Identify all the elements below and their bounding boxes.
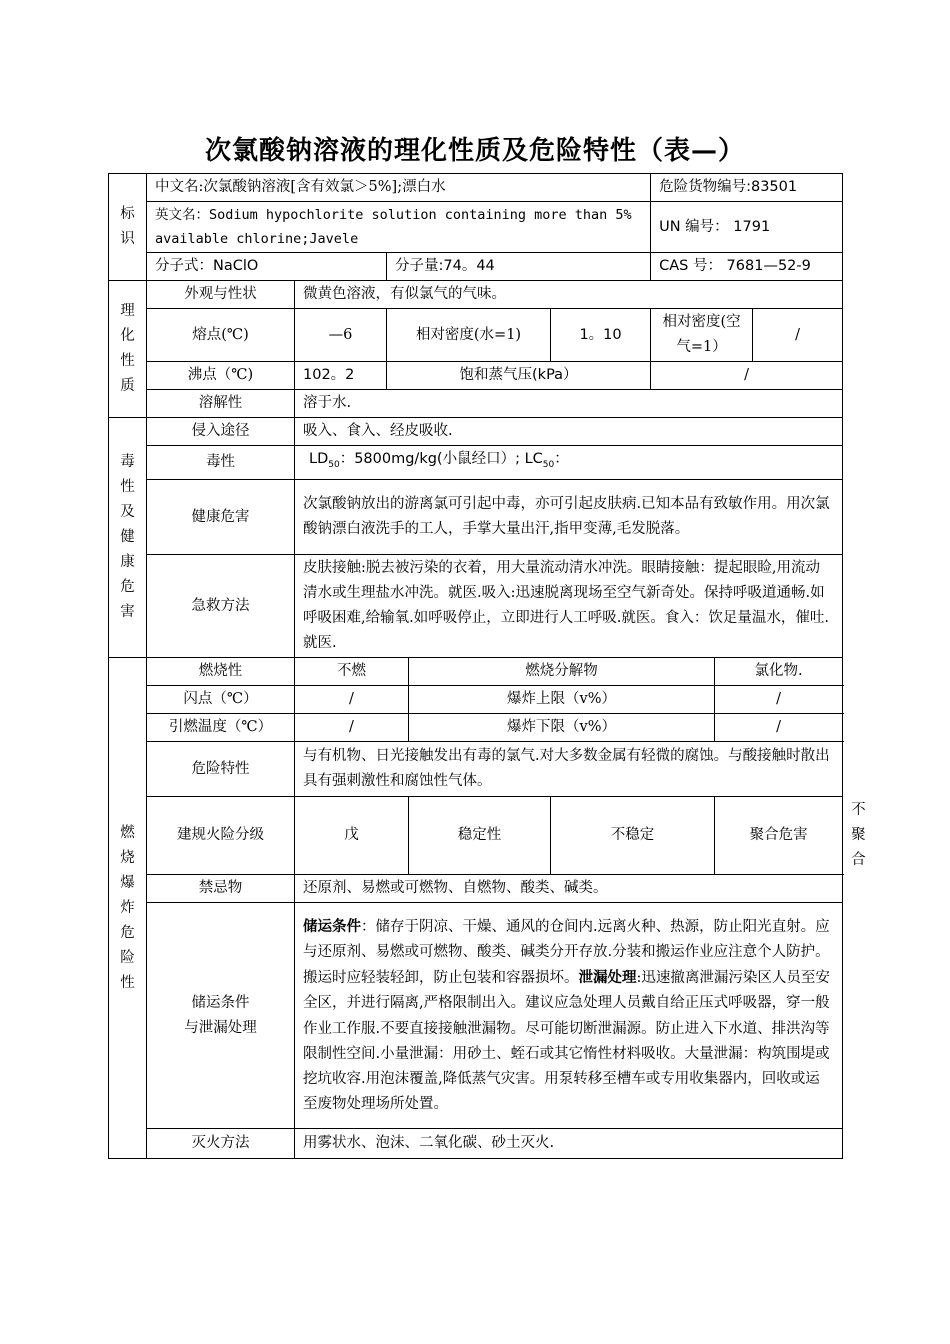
combustibility-value: 不燃 bbox=[295, 658, 409, 686]
vapor-pressure-label: 饱和蒸气压(kPa） bbox=[387, 362, 651, 390]
incompatibles-label: 禁忌物 bbox=[147, 875, 295, 903]
storage-label: 储运条件 与泄漏处理 bbox=[147, 903, 295, 1129]
boiling-point-value: 102。2 bbox=[295, 362, 387, 390]
appearance-value: 微黄色溶液，有似氯气的气味。 bbox=[295, 281, 843, 309]
density-water-label: 相对密度(水=1) bbox=[387, 309, 551, 362]
molecular-weight: 分子量:74。44 bbox=[387, 253, 651, 281]
decomposition-label: 燃烧分解物 bbox=[409, 658, 715, 686]
fire-class-value: 戊 bbox=[295, 797, 409, 875]
ignition-temp-value: / bbox=[295, 714, 409, 742]
cn-name: 中文名:次氯酸钠溶液[含有效氯＞5%];漂白水 bbox=[147, 174, 651, 202]
storage-value: 储运条件：储存于阴凉、干燥、通风的仓间内.远离火种、热源，防止阳光直射。应与还原剂、易燃或可燃物、酸类、碱类分开存放.分装和搬运作业应注意个人防护。搬运时应轻装轻卸，防止包装和容器损坏。泄漏处理:迅速撤离泄漏污染区人员至安全区，并进行隔离,严格限制出入。建议应急处理人员戴自给正压式呼吸器，穿一般作业工作服.不要直接接触泄漏物。尽可能切断泄漏源。防止进入下水道、排洪沟等限制性空间.小量泄漏：用砂土、蛭石或其它惰性材料吸收。大量泄漏：构筑围堤或挖坑收容.用泡沫覆盖,降低蒸气灾害。用泵转移至槽车或专用收集器内，回收或运至废物处理场所处置。 bbox=[295, 903, 843, 1129]
un-number: UN 编号： 1791 bbox=[651, 202, 843, 253]
extinguishing-value: 用雾状水、泡沫、二氧化碳、砂土灭火. bbox=[295, 1129, 843, 1159]
first-aid-value: 皮肤接触:脱去被污染的衣着，用大量流动清水冲洗。眼睛接触：提起眼睑,用流动清水或生理盐水冲洗。就医.吸入:迅速脱离现场至空气新奇处。保持呼吸道通畅.如呼吸困难,给输氧.如呼吸停止，立即进行人工呼吸.就医。食入：饮足量温水，催吐.就医. bbox=[295, 555, 843, 658]
page-title: 次氯酸钠溶液的理化性质及危险特性（表—） bbox=[204, 136, 745, 166]
stability-value: 不稳定 bbox=[551, 797, 715, 875]
section-phys-label: 理化性质 bbox=[109, 281, 147, 418]
first-aid-label: 急救方法 bbox=[147, 555, 295, 658]
section-id-label: 标识 bbox=[109, 174, 147, 281]
appearance-label: 外观与性状 bbox=[147, 281, 295, 309]
cas-number: CAS 号： 7681—52-9 bbox=[651, 253, 843, 281]
upper-limit-label: 爆炸上限（v%） bbox=[409, 686, 715, 714]
upper-limit-value: / bbox=[715, 686, 843, 714]
solubility-label: 溶解性 bbox=[147, 390, 295, 418]
incompatibles-value: 还原剂、易燃或可燃物、自燃物、酸类、碱类。 bbox=[295, 875, 843, 903]
health-hazard-value: 次氯酸钠放出的游离氯可引起中毒，亦可引起皮肤病.已知本品有致敏作用。用次氯酸钠漂白液洗手的工人，手掌大量出汗,指甲变薄,毛发脱落。 bbox=[295, 480, 843, 555]
melting-point-value: —6 bbox=[295, 309, 387, 362]
polymerization-label: 聚合危害 bbox=[715, 797, 843, 875]
combustibility-label: 燃烧性 bbox=[147, 658, 295, 686]
extinguishing-label: 灭火方法 bbox=[147, 1129, 295, 1159]
ignition-temp-label: 引燃温度（℃） bbox=[147, 714, 295, 742]
en-name: 英文名：Sodium hypochlorite solution containing more than 5% available chlorine;Javele bbox=[147, 202, 651, 253]
melting-point-label: 熔点(℃) bbox=[147, 309, 295, 362]
lower-limit-label: 爆炸下限（v%） bbox=[409, 714, 715, 742]
solubility-value: 溶于水. bbox=[295, 390, 843, 418]
section-tox-label: 毒性及健康危害 bbox=[109, 418, 147, 658]
msds-table: 标识 中文名:次氯酸钠溶液[含有效氯＞5%];漂白水 危险货物编号:83501 英文名：Sodium hypochlorite solution containing more than 5% available chlorine;Javele UN 编号： 1791 分子式：NaClO 分子量:74。44 CAS 号： 7681—52-9 理化性质 外观与性状 微黄色溶液，有似氯气的气味。 熔点(℃) —6 相对密度(水=1) 1。10 相对密度(空气=1） / 沸点（℃) 102。2 饱和蒸气压(kPa） / 溶解性 溶于水. 毒性及健康危害 侵入途径 吸入、食入、经皮吸收. 毒性 $LD_{50}$：5800mg/kg(小鼠经口）; $LC_{50}$： 健康危害 次氯酸钠放出的游离氯可引起中毒，亦可引起皮肤病.已知本品有致敏作用。用次氯酸钠漂白液洗手的工人，手掌大量出汗,指甲变薄,毛发脱落。 急救方法 皮肤接触:脱去被污染的衣着，用大量流动清水冲洗。眼睛接触：提起眼睑,用流动清水或生理盐水冲洗。就医.吸入:迅速脱离现场至空气新奇处。保持呼吸道通畅.如呼吸困难,给输氧.如呼吸停止，立即进行人工呼吸.就医。食入：饮足量温水，催吐.就医. 燃烧爆炸危险性 燃烧性 不燃 燃烧分解物 氯化物. 闪点（℃） / 爆炸上限（v%） / 引燃温度（℃） / 爆炸下限（v%） / 危险特性 与有机物、日光接触发出有毒的氯气.对大多数金属有轻微的腐蚀。与酸接触时散出具有强刺激性和腐蚀性气体。 建规火险分级 戊 稳定性 不稳定 聚合危害 不聚合 禁忌物 还原剂、易燃或可燃物、自燃物、酸类、碱类。 储运条件 与泄漏处理 储运条件：储存于阴凉、干燥、通风的仓间内.远离火种、热源，防止阳光直射。应与还原剂、易燃或可燃物、酸类、碱类分开存放.分装和搬运作业应注意个人防护。搬运时应轻装轻卸，防止包装和容器损坏。泄漏处理:迅速撤离泄漏污染区人员至安全区，并进行隔离,严格限制出入。建议应急处理人员戴自给正压式呼吸器，穿一般作业工作服.不要直接接触泄漏物。尽可能切断泄漏源。防止进入下水道、排洪沟等限制性空间.小量泄漏：用砂土、蛭石或其它惰性材料吸收。大量泄漏：构筑围堤或挖坑收容.用泡沫覆盖,降低蒸气灾害。用泵转移至槽车或专用收集器内，回收或运至废物处理场所处置。 灭火方法 用雾状水、泡沫、二氧化碳、砂土灭火. bbox=[108, 173, 842, 1159]
health-hazard-label: 健康危害 bbox=[147, 480, 295, 555]
stability-label: 稳定性 bbox=[409, 797, 551, 875]
decomposition-value: 氯化物. bbox=[715, 658, 843, 686]
molecular-formula: 分子式：NaClO bbox=[147, 253, 387, 281]
density-water-value: 1。10 bbox=[551, 309, 651, 362]
danger-label: 危险特性 bbox=[147, 742, 295, 797]
density-air-value: / bbox=[753, 309, 843, 362]
density-air-label: 相对密度(空气=1） bbox=[651, 309, 753, 362]
vapor-pressure-value: / bbox=[651, 362, 843, 390]
route-label: 侵入途径 bbox=[147, 418, 295, 446]
section-fire-label: 燃烧爆炸危险性 bbox=[109, 658, 147, 1159]
toxicity-label: 毒性 bbox=[147, 446, 295, 480]
fire-class-label: 建规火险分级 bbox=[147, 797, 295, 875]
flash-point-label: 闪点（℃） bbox=[147, 686, 295, 714]
route-value: 吸入、食入、经皮吸收. bbox=[295, 418, 843, 446]
toxicity-value: $LD_{50}$：5800mg/kg(小鼠经口）; $LC_{50}$： bbox=[295, 446, 843, 480]
flash-point-value: / bbox=[295, 686, 409, 714]
danger-value: 与有机物、日光接触发出有毒的氯气.对大多数金属有轻微的腐蚀。与酸接触时散出具有强刺激性和腐蚀性气体。 bbox=[295, 742, 843, 797]
lower-limit-value: / bbox=[715, 714, 843, 742]
boiling-point-label: 沸点（℃) bbox=[147, 362, 295, 390]
hazard-number: 危险货物编号:83501 bbox=[651, 174, 843, 202]
